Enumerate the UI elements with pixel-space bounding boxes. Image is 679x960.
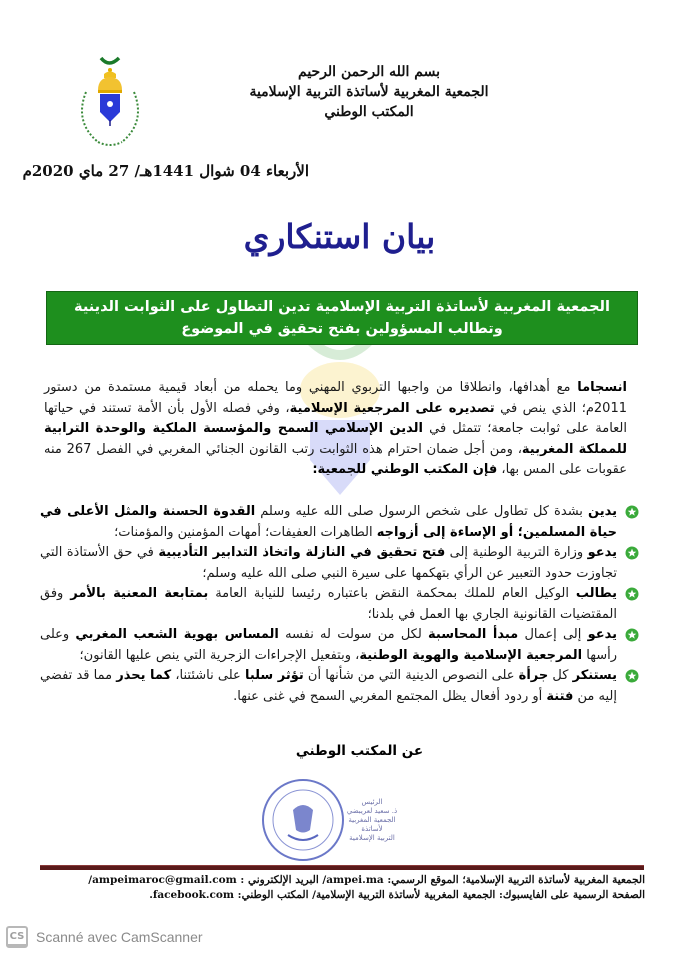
footer-line-1: الجمعية المغربية لأساتذة التربية الإسلامية؛ الموقع الرسمي: ampei.ma/ البريد الإلكتروني : ampeimaroc@gmail.com/ [88, 874, 645, 886]
official-stamp-icon [258, 775, 348, 865]
demand-item [40, 584, 639, 625]
footer-divider [40, 865, 644, 870]
demand-text: الوكيل العام للملك بمحكمة النقض باعتباره رئيسا للنيابة العامة [208, 586, 576, 601]
demand-bold-text: يستنكر [572, 668, 617, 683]
demand-text: كل [548, 668, 573, 683]
association-logo-icon [64, 52, 154, 152]
demand-text: على ناشئتنا، [171, 668, 245, 683]
demand-bold-text: كما يحذر [116, 668, 172, 683]
document-title: بيان استنكاري [243, 217, 436, 256]
demand-item [40, 666, 639, 707]
intro-text-1: مع أهدافها، وانطلاقا من واجبها التربوي المهني وما يحمله من أبعاد قيمية مستمدة من دستور 2011م؛ الذي ينص في [44, 380, 627, 416]
intro-paragraph [44, 378, 627, 481]
demand-bold-text: يدعو [587, 545, 617, 560]
intro-text-3: ، ومن أجل ضمان احترام هذه الثوابت رتب القانون الجنائي المغربي في الفصل 267 منه عقوبات على المس بها، [44, 441, 627, 477]
footer-line-2: الصفحة الرسمية على الفايسبوك: الجمعية المغربية لأساتذة التربية الإسلامية/ المكتب الوطني: facebook.com. [149, 889, 645, 901]
demand-item [40, 502, 639, 543]
signatory-role: الرئيس [361, 798, 383, 806]
demand-text: لكل من سولت له نفسه [278, 627, 429, 642]
star-bullet-icon [625, 505, 639, 519]
demand-text: بشدة كل تطاول على شخص الرسول صلى الله عليه وسلم [255, 504, 588, 519]
demand-bold-text: مبدأ المحاسبة [428, 627, 519, 642]
demand-bold-text: المساس بهوية الشعب المغربي [75, 627, 279, 642]
signature-block [337, 798, 407, 843]
demand-text: ، وبتفعيل الإجراءات الزجرية التي ينص عليها القانون؛ [79, 647, 360, 663]
star-bullet-icon [625, 587, 639, 601]
intro-text-2: ، وفي فصله الأول بأن الأمة تستند في حياتها العامة على ثوابت جامعة؛ تتمثل في [44, 400, 627, 436]
demand-text: وعلى رأسها [40, 627, 617, 663]
demand-text: أو ردود أفعال يظل المجتمع المغربي السمح في غنى عنها. [233, 688, 547, 704]
demand-text: في حق الأستاذة التي تجاوزت حدود التعبير عن الرأي بتهكمها على سيرة النبي صلى الله عليه وسلم؛ [40, 545, 617, 581]
demand-bold-text: فتنة [546, 688, 574, 704]
demand-text: على النصوص الدينية التي من شأنها أن [303, 668, 519, 683]
demand-item [40, 543, 639, 584]
office-name: المكتب الوطني [324, 104, 414, 120]
demand-item [40, 625, 639, 666]
camscanner-logo-icon: CS [6, 926, 28, 948]
banner-line-1: الجمعية المغربية لأساتذة التربية الإسلامية تدين التطاول على الثوابت الدينية [74, 299, 610, 315]
star-bullet-icon [625, 546, 639, 560]
organization-name: الجمعية المغربية لأساتذة التربية الإسلامية [249, 84, 489, 100]
star-bullet-icon [625, 628, 639, 642]
demand-bold-text: تؤثر سلبا [244, 668, 304, 683]
basmala: بسم الله الرحمن الرحيم [298, 64, 440, 80]
letterhead [209, 62, 529, 122]
demand-bold-text: يدعو [587, 627, 618, 642]
demand-text: إلى إعمال [518, 627, 588, 642]
camscanner-watermark [6, 923, 203, 951]
star-bullet-icon [625, 669, 639, 683]
camscanner-label: Scanné avec CamScanner [36, 929, 203, 945]
demand-bold-text: المرجعية الإسلامية والهوية الوطنية [359, 647, 583, 663]
intro-bold-2: تصديره على المرجعية الإسلامية [289, 400, 495, 416]
intro-bold-1: انسجاما [577, 380, 627, 395]
demand-bold-text: يطالب [575, 586, 617, 601]
document-date: الأربعاء 04 شوال 1441هـ/ 27 ماي 2020م [22, 162, 309, 180]
demands-list [40, 502, 639, 707]
footer-contact [40, 873, 645, 903]
signatory-org-1: الجمعية المغربية لأساتذة [348, 816, 396, 833]
intro-bold-3: الدين الإسلامي السمح والمؤسسة الملكية والوحدة الترابية للمملكة المغربية [44, 421, 627, 457]
headline-banner [46, 291, 638, 345]
demand-bold-text: يدين [588, 504, 617, 519]
intro-bold-4: فإن المكتب الوطني للجمعية: [312, 462, 498, 477]
demand-text: مما قد تفضي إليه من [40, 668, 617, 704]
demand-text: الطاهرات العفيفات؛ أمهات المؤمنين والمؤمنات؛ [114, 524, 377, 540]
sign-off: عن المكتب الوطني [295, 743, 424, 759]
demand-bold-text: القدوة الحسنة والمثل الأعلى في حياة المسلمين؛ أو الإساءة إلى أزواجه [40, 504, 617, 540]
banner-line-2: وتطالب المسؤولين بفتح تحقيق في الموضوع [181, 321, 503, 337]
demand-bold-text: بمتابعة المعنية بالأمر [70, 586, 209, 601]
demand-text: وزارة التربية الوطنية إلى [445, 545, 588, 560]
signatory-org-2: التربية الإسلامية [349, 834, 395, 842]
demand-bold-text: فتح تحقيق في النازلة واتخاذ التدابير التأديبية [158, 545, 446, 560]
signatory-name: ذ. سعيد لعريبضي [346, 807, 398, 815]
demand-text: وفق المقتضيات القانونية الجاري بها العمل في بلدنا؛ [40, 586, 617, 622]
demand-bold-text: جرأة [518, 668, 549, 683]
